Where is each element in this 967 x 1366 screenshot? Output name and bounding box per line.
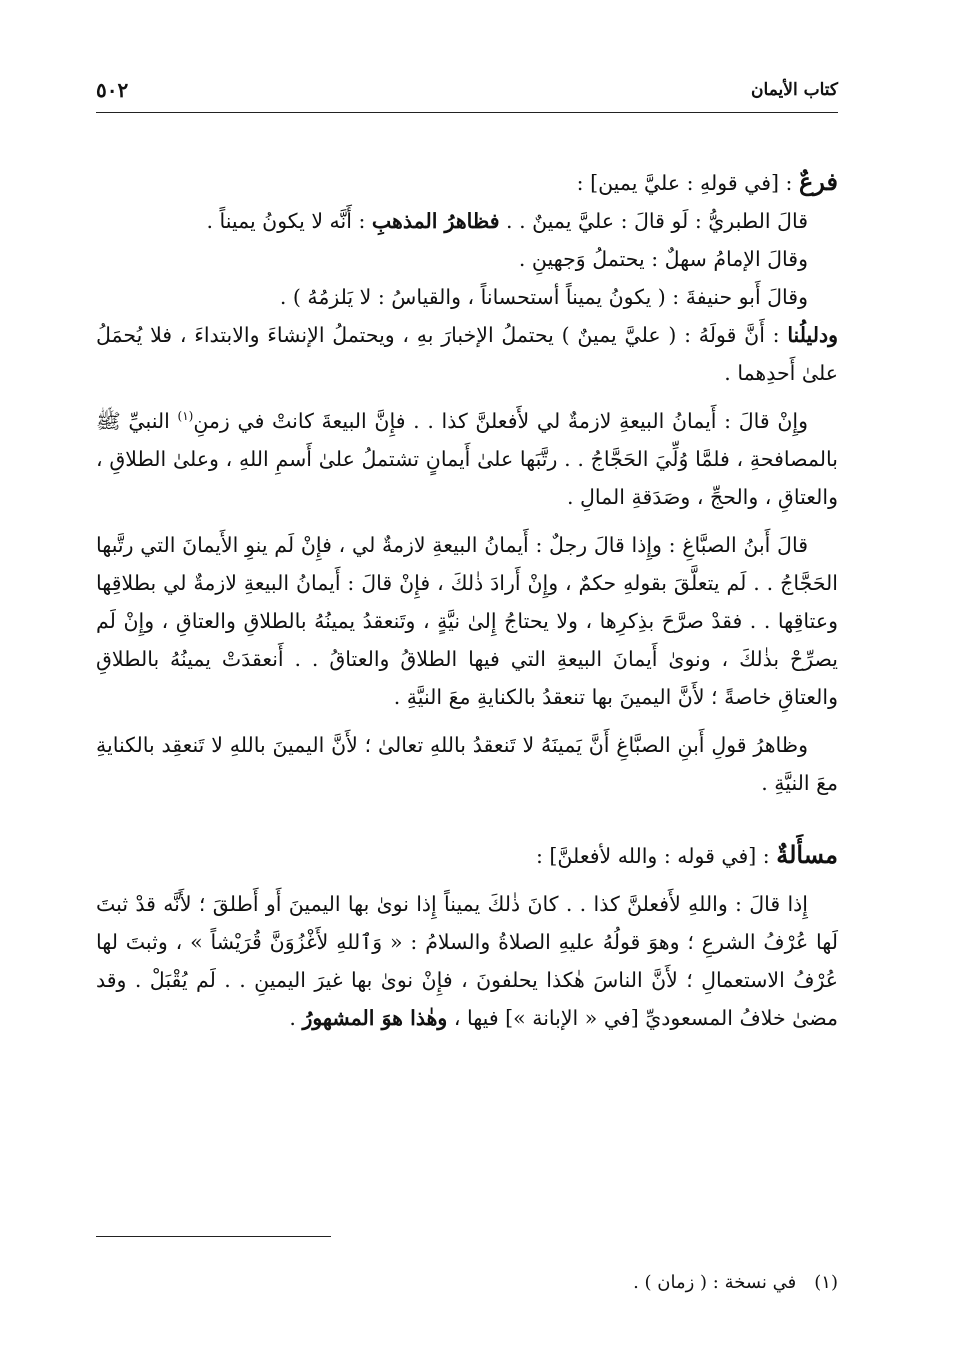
paragraph-wallahi <box>96 885 838 1037</box>
heading-label: فرعٌ <box>798 167 838 196</box>
heading-topic: : [في قوله : والله لأفعلنَّ] : <box>536 844 777 868</box>
paragraph-text: : أَنَّه لا يكونُ يميناً . <box>206 209 372 233</box>
paragraph-zahir: وظاهرُ قولِ أَبنِ الصبَّاغِ أَنَّ يَمينَهُ لا تَنعقدُ باللهِ تعالىٰ ؛ لأَنَّ اليمينَ باللهِ لا تَنعقِد بالكنايةِ معَ النيَّةِ . <box>96 733 838 795</box>
footnote-reference: (١) <box>177 409 194 424</box>
paragraph-text: إِذا قالَ : واللهِ لأَفعلنَّ كذا . . كانَ ذٰلكَ يميناً إِذا نوىٰ بها اليمينَ أَو أَطلقَ ؛ لأَنَّه قدْ ثبتَ لَها عُرْفُ الشرعِ ؛ وهوَ قولُهُ عليهِ الصلاةُ والسلامُ : « وَٱللهِ لأَغْزُوَنَّ قُرَيْشاً » ، وثبتَ لها عُرْفُ الاستعمالِ ؛ لأَنَّ الناسَ هٰكذا يحلفونَ ، فإِنْ نوىٰ بها غيرَ اليمينِ . . لَم يُقْبَلْ . وقد مضىٰ خلافُ المسعوديِّ [في « الإبانة »] فيها ، <box>96 892 838 1030</box>
paragraph-text: النبيِّ ﷺ بالمصافحةِ ، فلمَّا وُلِّيَ الحَجَّاجُ . . رتَّبَها علىٰ أَيمانٍ تشتملُ علىٰ أَسمِ اللهِ ، وعلىٰ الطلاقِ ، والعتاقِ ، والحجِّ ، وصَدَقةِ المالِ . <box>96 409 838 509</box>
running-header <box>96 72 838 113</box>
paragraph-ibn-sabbagh: قالَ أَبنُ الصبَّاغِ : وإِذا قالَ رجلٌ : أَيمانُ البيعةِ لازمةٌ لي ، فإِنْ لَم ينوِ الأَيمانَ التي رتَّبها الحَجَّاجُ . . لَم يتعلَّقَ بقولهِ حكمٌ ، وإِنْ أَرادَ ذٰلكَ ، فإِنْ قالَ : أَيمانُ البيعةِ لازمةٌ لي بطلاقِها وعتاقِها . . فقدْ صرَّحَ بذِكرِها ، ولا يحتاجُ إِلىٰ نيَّةٍ ، وتَنعقدُ يمينُهُ بالطلاقِ والعتاقِ ، وإِنْ لَم يصرِّحْ بذٰلكَ ، ونوىٰ أَيمانَ البيعةِ التي فيها الطلاقُ والعتاقُ . . أَنعقدَتْ يمينُهُ بالطلاقِ والعتاقِ خاصةً ؛ لأَنَّ اليمينَ بها تنعقدُ بالكنايةِ معَ النيَّةِ . <box>96 533 838 709</box>
heading-label: مسأَلةٌ <box>776 840 838 869</box>
document-page <box>96 72 838 1342</box>
paragraph-text: وإِنْ قالَ : أَيمانُ البيعةِ لازمةٌ لي لأَفعلنَّ كذا . . فإِنَّ البيعةَ كانتْ في زمنِ <box>193 409 808 433</box>
bold-phrase: ودليلُنا <box>787 323 838 347</box>
bold-phrase: فظاهرُ المذهبِ <box>371 209 500 233</box>
paragraph-text: قالَ الطبريُّ : لَو قالَ : عليَّ يمينٌ . . <box>499 209 808 233</box>
paragraph-sahl: وقالَ الإمامُ سهلٌ : يحتملُ وَجهينِ . <box>518 247 808 271</box>
bold-phrase: وهٰذا هوَ المشهورُ <box>302 1006 448 1030</box>
section-heading-far <box>96 163 838 202</box>
page-number: ٥٠٢ <box>96 78 129 102</box>
footnote-text: في نسخة : ( زمان ) . <box>633 1272 797 1293</box>
paragraph-bayah <box>96 402 838 516</box>
paragraph-abu-hanifa: وقالَ أَبو حنيفةَ : ( يكونُ يميناً أستحساناً ، والقياسُ : لا يَلزمُهُ ) . <box>279 285 808 309</box>
page-body <box>96 163 838 1037</box>
footnote-number: (١) <box>814 1272 838 1293</box>
section-heading-masalah <box>96 836 838 875</box>
footnote-divider <box>96 1236 331 1237</box>
paragraph-tabari <box>96 202 838 240</box>
paragraph-text: . <box>289 1006 303 1030</box>
paragraph-evidence <box>96 316 838 392</box>
paragraph-text: : أَنَّ قولَهُ : ( عليَّ يمينٌ ) يحتملُ الإخبارَ بهِ ، ويحتملُ الإنشاءَ والابتداءَ ، فلا يُحمَلُ علىٰ أَحدِهما . <box>96 323 838 385</box>
book-title: كتاب الأيمان <box>751 80 838 100</box>
footnote <box>633 1272 838 1293</box>
heading-topic: : [في قولهِ : عليَّ يمين] : <box>576 171 799 195</box>
